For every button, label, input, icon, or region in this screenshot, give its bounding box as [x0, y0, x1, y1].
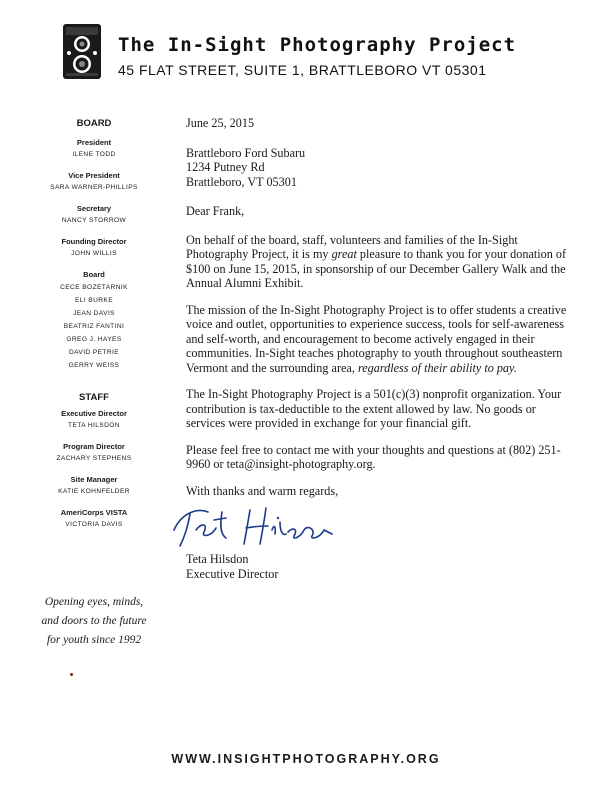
- staff-heading: STAFF: [79, 392, 109, 403]
- website-footer: WWW.INSIGHTPHOTOGRAPHY.ORG: [171, 752, 441, 766]
- organization-address: 45 FLAT STREET, SUITE 1, BRATTLEBORO VT 05301: [118, 62, 487, 78]
- tagline: [30, 593, 158, 650]
- board-member: DAVID PETRIE: [68, 349, 120, 356]
- site-manager-name: KATIE KOHNFELDER: [58, 488, 130, 495]
- paragraph-contact: Please feel free to contact me with your thoughts and questions at (802) 251-9960 or teta@insight-photography.org.: [186, 442, 561, 471]
- founding-director-name: JOHN WILLIS: [71, 250, 117, 257]
- organization-name: The In-Sight Photography Project: [118, 34, 517, 56]
- paragraph-mission: [186, 303, 574, 376]
- site-manager-role: Site Manager: [70, 475, 118, 484]
- paragraph-text: pleasure to thank you for your donation of $100 on June 15, 2015, in sponsorship of our December Gallery Walk and the Annual Alumni Exhibit.: [186, 247, 567, 290]
- paragraph-thanks: [186, 233, 574, 291]
- paragraph-tax: The In-Sight Photography Project is a 501(c)(3) nonprofit organization. Your contribution is tax-deductible to the extent allowed by law. No goods or services were provided in exchange for your financial gift.: [186, 387, 562, 430]
- vice-president-name: SARA WARNER-PHILLIPS: [50, 184, 138, 191]
- tagline-line: for youth since 1992: [46, 634, 142, 646]
- board-member: CECE BOZETARNIK: [60, 284, 128, 291]
- vice-president-role: Vice President: [68, 171, 120, 180]
- executive-director-name: TETA HILSDON: [68, 422, 120, 429]
- ink-mark: [70, 673, 73, 676]
- closing: With thanks and warm regards,: [186, 483, 339, 498]
- emphasis-text: great: [331, 247, 357, 261]
- recipient-line: 1234 Putney Rd: [186, 160, 265, 174]
- board-member: GREG J. HAYES: [66, 336, 122, 343]
- secretary-name: NANCY STORROW: [61, 217, 127, 224]
- sidebar-roster: [30, 118, 158, 529]
- paragraph-text: The mission of the In-Sight Photography Project is to offer students a creative voice and outlet, opportunities to experience success, tools for self-awareness and self-worth, and encouragement to become actively engaged in their communities. In-Sight teaches photography to youth throughout southeastern Vermont and the surrounding area,: [186, 302, 567, 375]
- signer-name: Teta Hilsdon: [186, 552, 249, 566]
- tagline-line: and doors to the future: [41, 615, 147, 627]
- tagline-line: Opening eyes, minds,: [44, 596, 144, 608]
- board-member-list: [30, 284, 158, 370]
- letter-body: [186, 116, 574, 498]
- signer-block: [186, 552, 278, 581]
- president-role: President: [76, 138, 112, 147]
- program-director-name: ZACHARY STEPHENS: [56, 455, 132, 462]
- recipient-line: Brattleboro Ford Subaru: [186, 145, 306, 160]
- recipient-line: Brattleboro, VT 05301: [186, 174, 297, 189]
- handwritten-signature-icon: [168, 500, 338, 552]
- board-member: ELI BURKE: [74, 297, 114, 304]
- emphasis-text: regardless of their ability to pay.: [357, 360, 517, 375]
- twin-lens-camera-icon: [62, 22, 102, 80]
- americorps-vista-name: VICTORIA DAVIS: [65, 521, 123, 528]
- board-heading: BOARD: [76, 118, 112, 129]
- board-member: BEATRIZ FANTINI: [63, 323, 125, 330]
- secretary-role: Secretary: [76, 204, 112, 213]
- letter-date: June 25, 2015: [186, 116, 255, 130]
- signer-title: Executive Director: [186, 566, 279, 581]
- founding-director-role: Founding Director: [61, 237, 127, 246]
- program-director-role: Program Director: [63, 442, 125, 451]
- board-role: Board: [83, 270, 105, 279]
- staff-section: [30, 392, 158, 529]
- paragraph-text: On behalf of the board, staff, volunteers and families of the In-Sight Photography Project, it is my: [186, 232, 518, 261]
- board-member: GERRY WEISS: [68, 362, 120, 369]
- greeting: Dear Frank,: [186, 204, 245, 218]
- americorps-vista-role: AmeriCorps VISTA: [60, 508, 128, 517]
- president-name: ILENE TODD: [72, 151, 116, 158]
- executive-director-role: Executive Director: [61, 409, 127, 418]
- board-member: JEAN DAVIS: [73, 310, 115, 317]
